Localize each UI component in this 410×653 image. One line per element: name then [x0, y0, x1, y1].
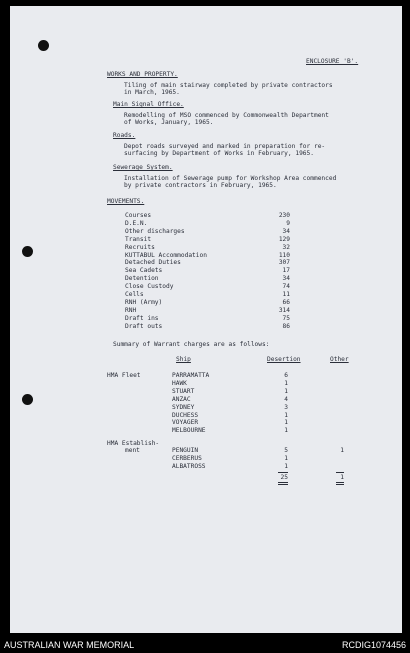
ship-name: HAWK — [172, 379, 187, 387]
movement-label: Recruits — [125, 243, 155, 251]
ship-desertion: 1 — [284, 411, 288, 419]
archive-footer — [0, 636, 410, 653]
ship-name: MELBOURNE — [172, 427, 206, 435]
estab-label: HMA Establish- — [107, 440, 160, 447]
punch-hole — [22, 246, 33, 257]
ship-desertion: 4 — [284, 395, 288, 403]
ship-desertion: 1 — [284, 419, 288, 427]
warrant-summary: Summary of Warrant charges are as follows: — [113, 341, 270, 348]
movement-label: Cells — [125, 291, 144, 298]
movement-label: Detached Duties — [125, 259, 181, 267]
ship-name: PENGUIN — [172, 447, 199, 454]
works-text: surfacing by Department of Works in February, 1965. — [124, 150, 314, 157]
ship-name: STUART — [172, 387, 195, 395]
footer-id: RCDIG1074456 — [341, 640, 406, 650]
col-ship: Ship — [176, 356, 191, 363]
section-heading: Sewerage System. — [113, 164, 173, 171]
movement-label: RNH (Army) — [125, 298, 163, 306]
movement-value: 32 — [282, 243, 290, 251]
fleet-label: HMA Fleet — [107, 372, 141, 379]
ship-name: ANZAC — [172, 395, 191, 403]
movement-value: 17 — [282, 267, 290, 275]
ship-desertion: 1 — [284, 462, 288, 470]
movement-value: 129 — [278, 235, 290, 243]
section-heading: Roads. — [113, 132, 136, 139]
movement-value: 34 — [282, 227, 290, 235]
total-other: 1 — [340, 474, 344, 481]
total-rule — [336, 472, 344, 473]
movement-label: RNH — [125, 306, 137, 314]
movement-value: 307 — [278, 259, 290, 267]
punch-hole — [38, 40, 49, 51]
total-desertion: 25 — [280, 474, 288, 481]
enclosure-label: ENCLOSURE 'B'. — [306, 58, 359, 65]
works-text: Depot roads surveyed and marked in preparation for re- — [124, 143, 326, 150]
movement-label: Transit — [125, 235, 152, 243]
movement-value: 230 — [278, 212, 290, 219]
movement-label: Other discharges — [125, 227, 185, 235]
ship-name: SYDNEY — [172, 403, 195, 411]
ship-name: CERBERUS — [172, 454, 202, 462]
movement-label: KUTTABUL Accommodation — [125, 251, 207, 259]
ship-desertion: 1 — [284, 454, 288, 462]
movement-label: Detention — [125, 275, 159, 283]
ship-desertion: 5 — [284, 447, 288, 454]
ship-name: PARRAMATTA — [172, 372, 210, 379]
movement-label: Draft ins — [125, 314, 159, 322]
movement-label: Sea Cadets — [125, 267, 163, 275]
movement-label: Close Custody — [125, 283, 174, 291]
ship-name: ALBATROSS — [172, 462, 206, 470]
movement-label: D.E.N. — [125, 219, 148, 227]
movement-value: 74 — [282, 283, 290, 291]
ship-desertion: 1 — [284, 427, 288, 435]
total-rule — [336, 482, 344, 483]
ship-desertion: 1 — [284, 387, 288, 395]
works-text: of Works, January, 1965. — [124, 119, 214, 126]
ship-desertion: 6 — [284, 372, 288, 379]
punch-hole — [22, 394, 33, 405]
movement-value: 86 — [282, 322, 290, 330]
movement-value: 75 — [282, 314, 290, 322]
col-other: Other — [330, 356, 349, 363]
works-title: WORKS AND PROPERTY. — [107, 71, 178, 78]
ship-desertion: 3 — [284, 403, 288, 411]
movement-value: 34 — [282, 275, 290, 283]
footer-source: AUSTRALIAN WAR MEMORIAL — [4, 640, 135, 650]
movements-title: MOVEMENTS. — [107, 198, 145, 205]
movement-value: 314 — [278, 306, 290, 314]
movement-value: 110 — [278, 251, 290, 259]
movement-label: Draft outs — [125, 322, 163, 330]
works-text: Remodelling of MSO commenced by Commonwealth Department — [124, 112, 329, 119]
section-heading: Main Signal Office. — [113, 101, 184, 108]
movement-label: Courses — [125, 212, 152, 219]
movement-value: 11 — [282, 291, 290, 298]
ship-other: 1 — [340, 447, 344, 454]
movement-value: 66 — [282, 298, 290, 306]
ship-name: VOYAGER — [172, 419, 199, 427]
movement-value: 9 — [286, 219, 290, 227]
total-rule — [278, 482, 288, 483]
document-page — [10, 6, 402, 633]
works-text: in March, 1965. — [124, 89, 180, 96]
total-rule — [336, 484, 344, 485]
works-text: by private contractors in February, 1965. — [124, 182, 277, 189]
col-desertion: Desertion — [267, 356, 301, 363]
ship-desertion: 1 — [284, 379, 288, 387]
ship-name: DUCHESS — [172, 411, 199, 419]
total-rule — [278, 484, 288, 485]
total-rule — [278, 472, 288, 473]
estab-label: ment — [125, 447, 140, 454]
works-text: Installation of Sewerage pump for Workshop Area commenced — [124, 175, 337, 182]
works-text: Tiling of main stairway completed by private contractors — [124, 82, 333, 89]
